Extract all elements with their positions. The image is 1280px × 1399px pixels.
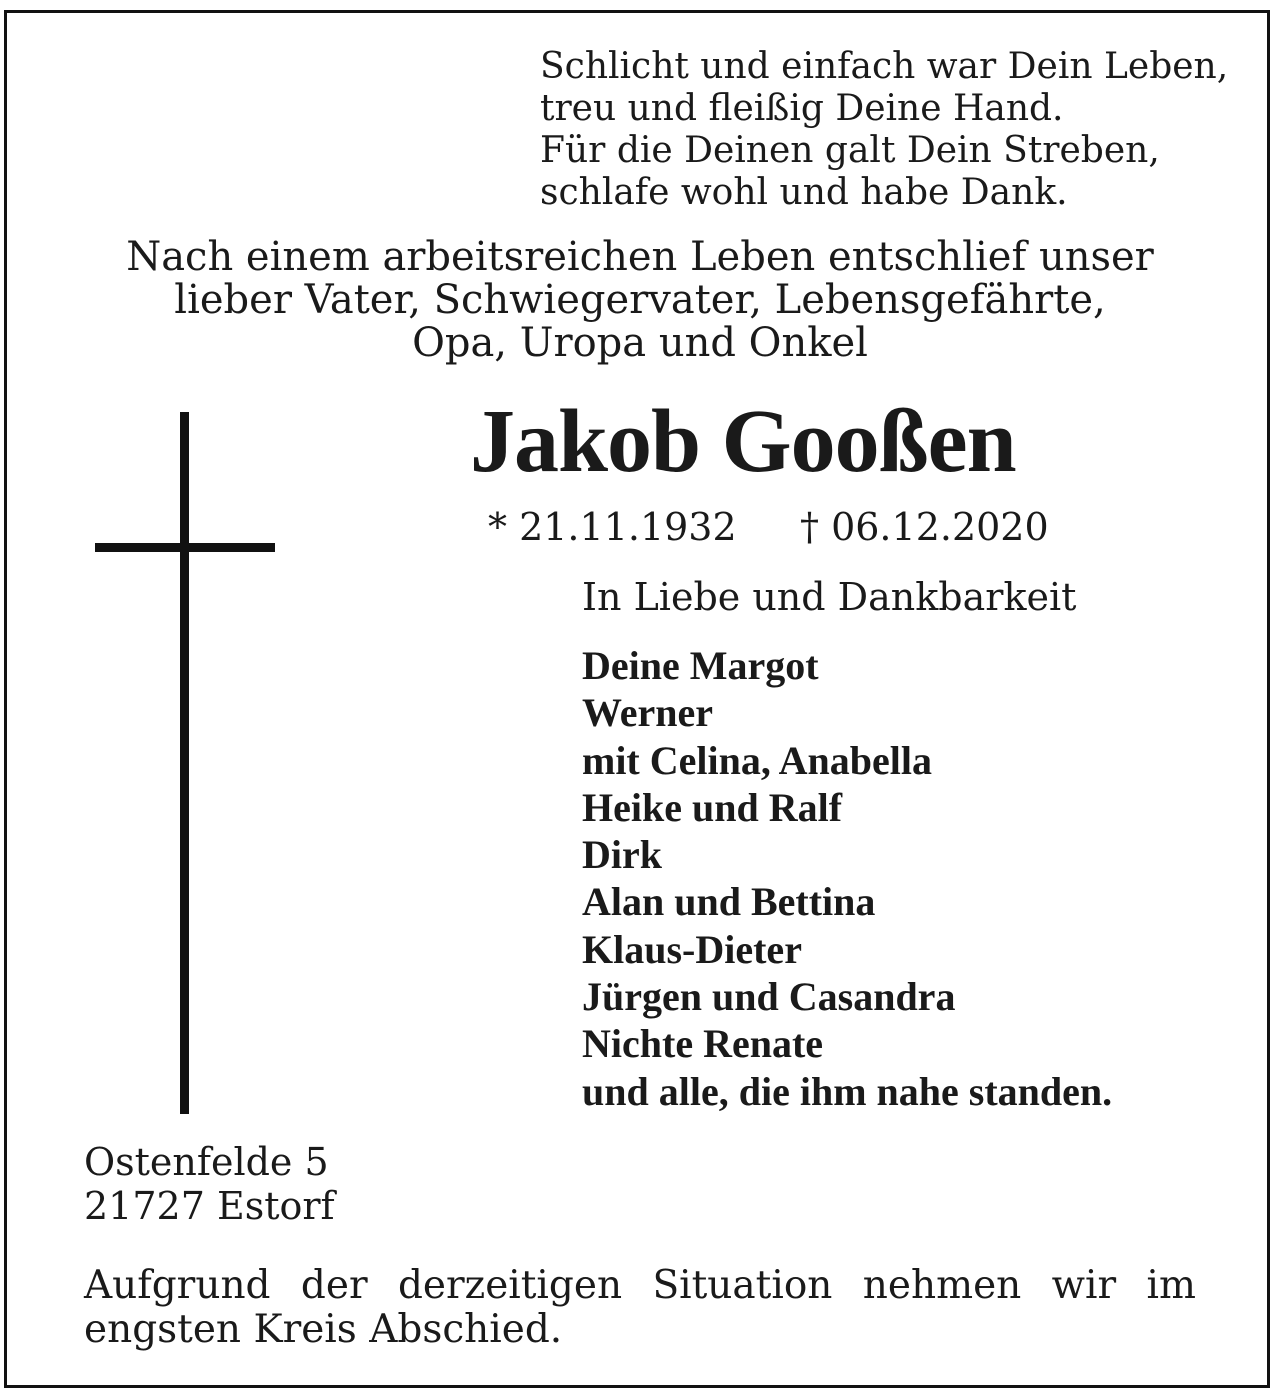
poem-line: treu und fleißig Deine Hand.	[540, 88, 1064, 129]
intro-line: Nach einem arbeitsreichen Leben entschlief unser	[126, 234, 1154, 280]
mourner: Klaus-Dieter	[582, 926, 802, 972]
notice-line: Aufgrund der derzeitigen Situation nehmen wir im	[84, 1263, 1196, 1308]
mourner: Alan und Bettina	[582, 879, 876, 925]
intro-line: lieber Vater, Schwiegervater, Lebensgefährte,	[174, 277, 1106, 323]
cross-icon-bar	[95, 543, 275, 552]
poem	[540, 46, 1228, 214]
notice-line: engsten Kreis Abschied.	[84, 1307, 563, 1352]
mourner: Deine Margot	[582, 643, 819, 688]
notice-text	[84, 1264, 1196, 1352]
birth-date: * 21.11.1932	[488, 505, 737, 549]
intro-line: Opa, Uropa und Onkel	[412, 320, 868, 366]
dedication: In Liebe und Dankbarkeit	[582, 575, 1077, 619]
death-date: † 06.12.2020	[800, 505, 1049, 549]
mourner: Dirk	[582, 832, 662, 878]
mourner: Werner	[582, 690, 714, 736]
intro-text	[60, 236, 1220, 365]
cross-icon	[180, 412, 189, 1114]
mourner: Nichte Renate	[582, 1021, 824, 1067]
address-city: 21727 Estorf	[84, 1184, 335, 1228]
mourner: und alle, die ihm nahe standen.	[582, 1068, 1113, 1114]
mourner: Jürgen und Casandra	[582, 974, 956, 1020]
mourner: mit Celina, Anabella	[582, 737, 933, 783]
address	[84, 1140, 335, 1228]
poem-line: Für die Deinen galt Dein Streben,	[540, 130, 1160, 171]
mourner: Heike und Ralf	[582, 784, 843, 830]
poem-line: Schlicht und einfach war Dein Leben,	[540, 46, 1229, 87]
poem-line: schlafe wohl und habe Dank.	[540, 172, 1068, 213]
address-street: Ostenfelde 5	[84, 1140, 329, 1184]
mourners-list	[582, 642, 1112, 1115]
deceased-name: Jakob Gooßen	[470, 392, 1016, 491]
